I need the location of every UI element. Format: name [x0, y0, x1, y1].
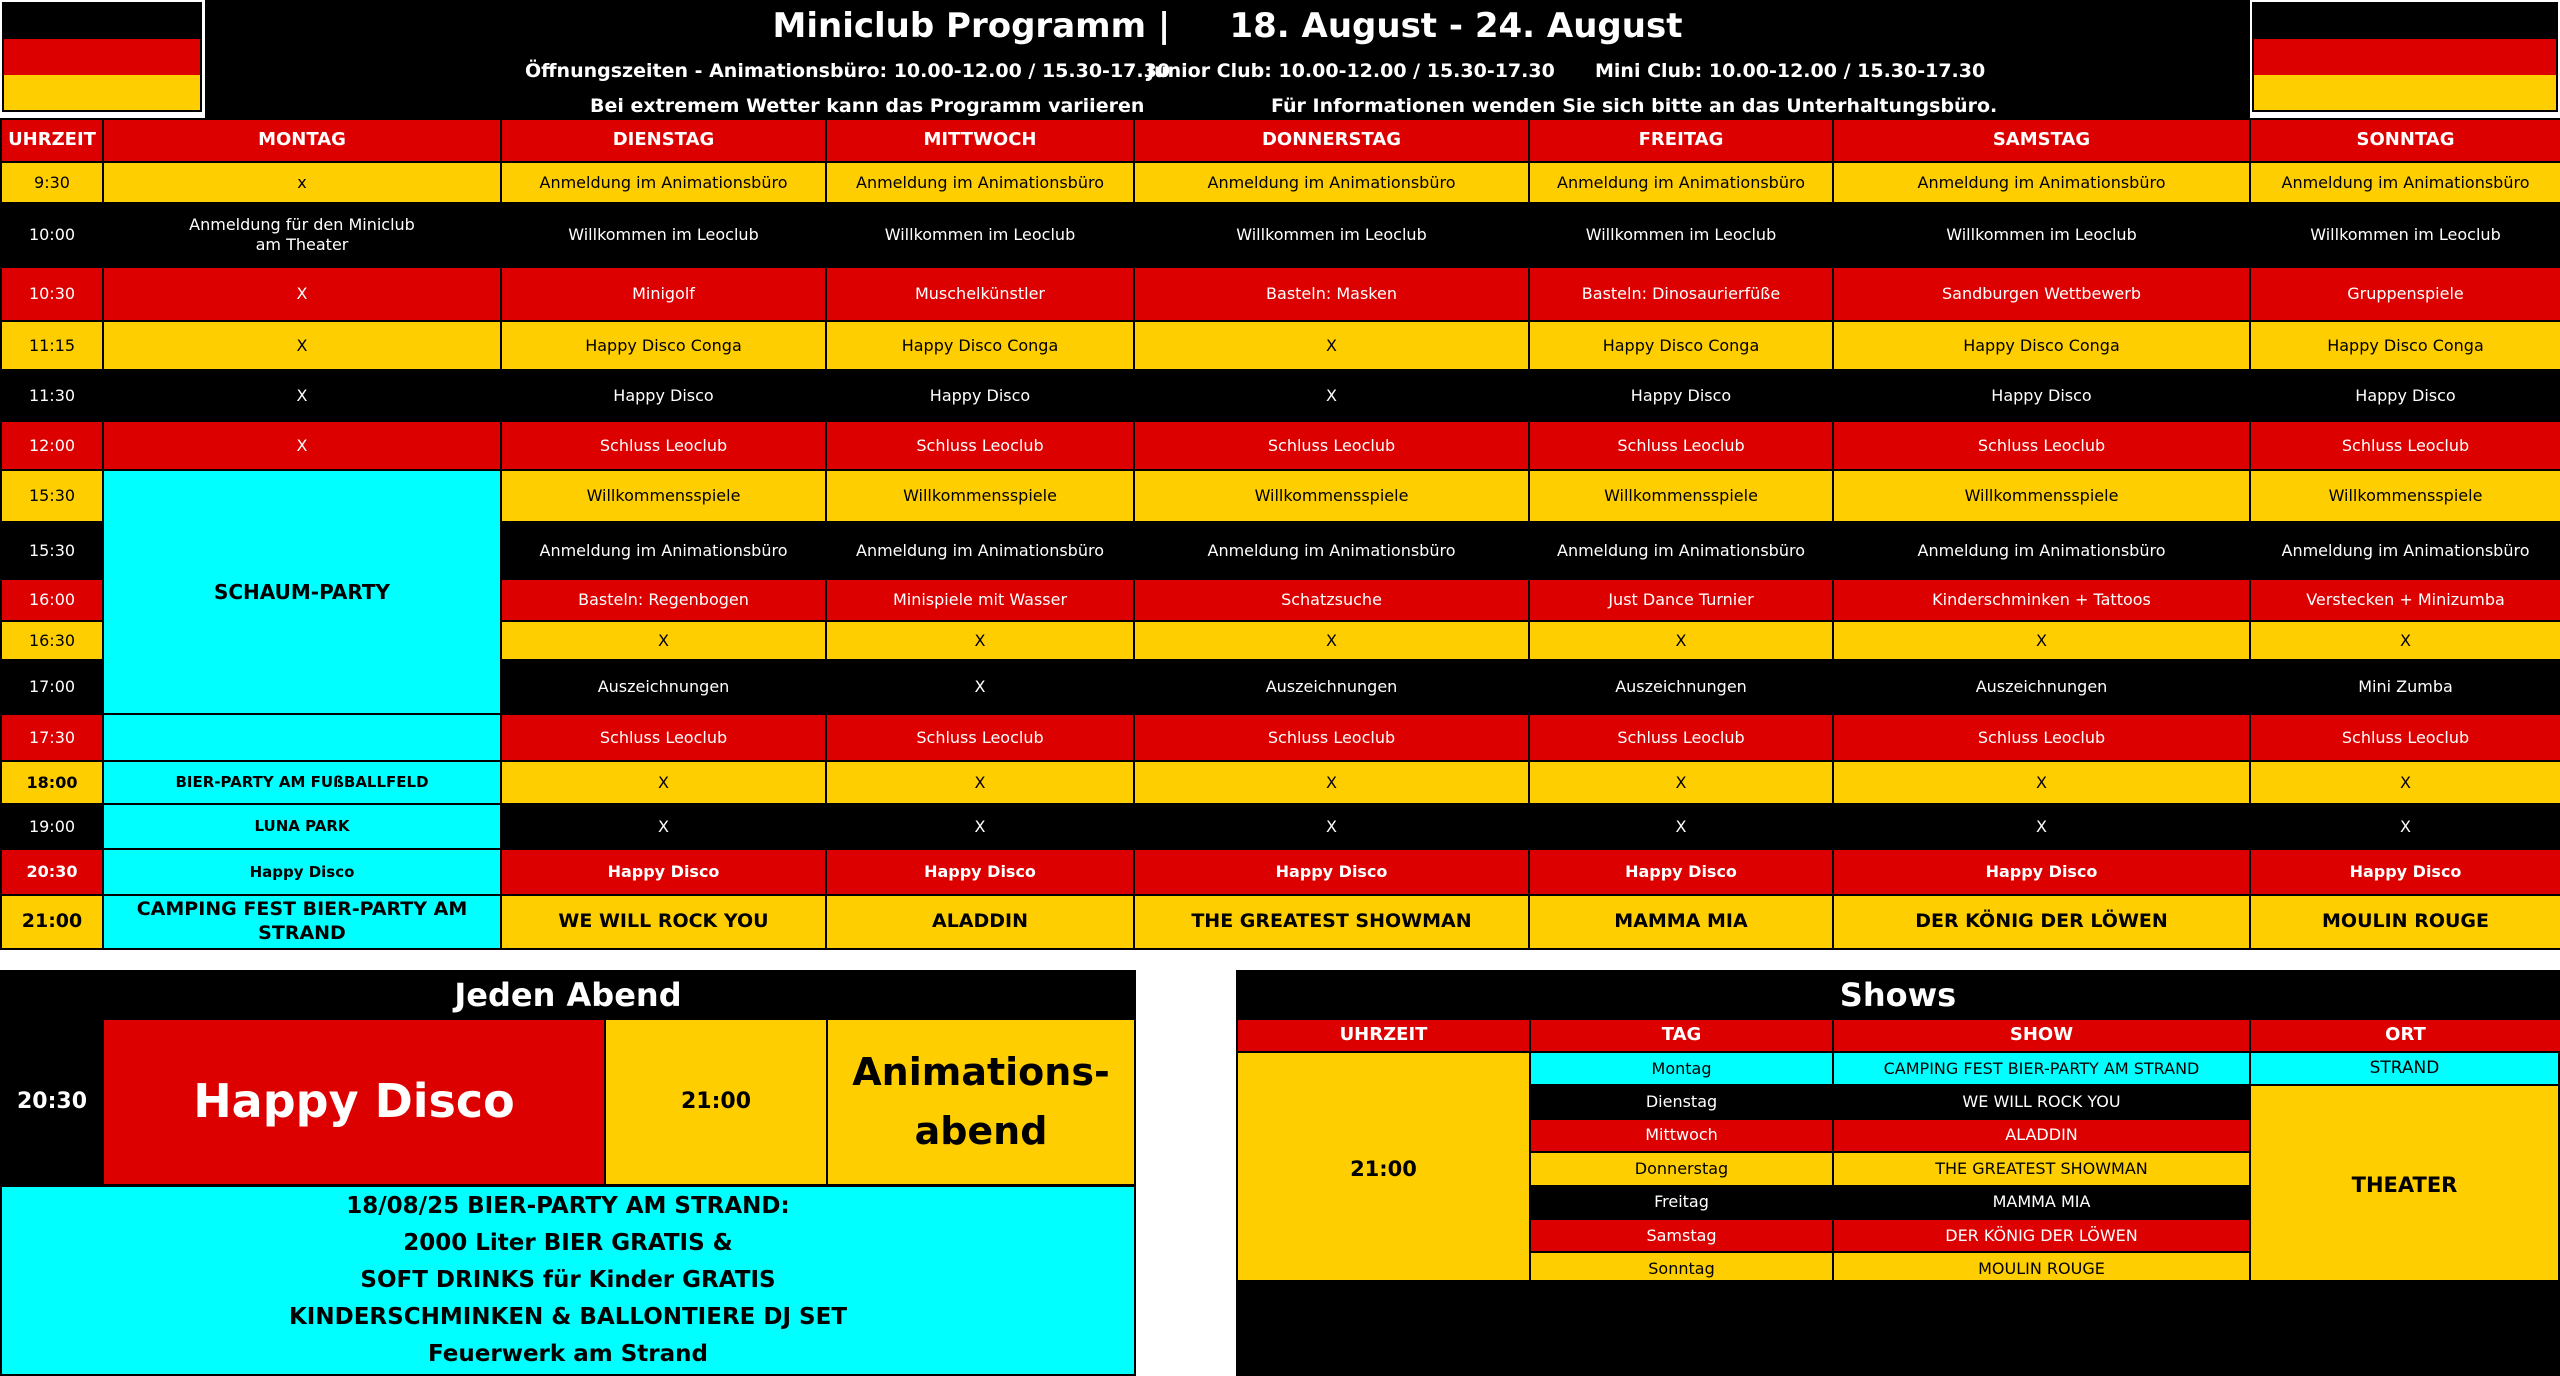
schedule-cell: Basteln: Dinosaurierfüße: [1528, 266, 1834, 322]
column-header: DIENSTAG: [500, 118, 827, 163]
schedule-cell: x: [102, 161, 502, 204]
schedule-cell: X: [1133, 760, 1530, 805]
schedule-cell: X: [1832, 803, 2251, 850]
shows-title: Shows: [1236, 970, 2560, 1020]
schedule-cell: X: [500, 803, 827, 850]
shows-footer-band: [1236, 1280, 2560, 1376]
schedule-cell: Willkommensspiele: [500, 469, 827, 523]
schedule-cell: X: [2249, 803, 2560, 850]
schedule-cell: WE WILL ROCK YOU: [500, 894, 827, 950]
schedule-cell: Schluss Leoclub: [500, 420, 827, 471]
jeden-abend-time-2: 21:00: [604, 1018, 828, 1186]
event-2-line-2: abend: [914, 1109, 1048, 1153]
hours-animation: Öffnungszeiten - Animationsbüro: 10.00-12.00 / 15.30-17.30: [525, 60, 1171, 82]
schedule-cell: Happy Disco: [102, 848, 502, 896]
time-cell: 20:30: [0, 848, 104, 896]
schedule-cell: Anmeldung im Animationsbüro: [2249, 521, 2560, 580]
schedule-cell: Anmeldung im Animationsbüro: [2249, 161, 2560, 204]
schedule-cell: Willkommen im Leoclub: [825, 202, 1135, 268]
schedule-cell: Happy Disco Conga: [825, 320, 1135, 371]
shows-show-cell: THE GREATEST SHOWMAN: [1832, 1151, 2251, 1186]
german-flag-right: [2252, 2, 2558, 112]
time-cell: 11:15: [0, 320, 104, 371]
schedule-cell: MOULIN ROUGE: [2249, 894, 2560, 950]
schedule-cell: Happy Disco Conga: [500, 320, 827, 371]
shows-column-header: UHRZEIT: [1236, 1018, 1531, 1053]
schedule-cell: X: [500, 620, 827, 661]
schedule-cell: Happy Disco: [1528, 369, 1834, 422]
schedule-cell: X: [102, 420, 502, 471]
schedule-cell: Kinderschminken + Tattoos: [1832, 578, 2251, 622]
schedule-cell: Schluss Leoclub: [1832, 420, 2251, 471]
shows-show-cell: CAMPING FEST BIER-PARTY AM STRAND: [1832, 1051, 2251, 1086]
info-line: SOFT DRINKS für Kinder GRATIS: [360, 1267, 776, 1293]
schedule-cell: X: [102, 320, 502, 371]
schedule-cell: Willkommen im Leoclub: [1832, 202, 2251, 268]
time-cell: 15:30: [0, 469, 104, 523]
schedule-cell: Happy Disco Conga: [2249, 320, 2560, 371]
schedule-cell: Schluss Leoclub: [1528, 713, 1834, 762]
time-cell: 15:30: [0, 521, 104, 580]
schedule-cell: X: [102, 266, 502, 322]
schedule-cell: Anmeldung für den Miniclub am Theater: [102, 202, 502, 268]
column-header: SONNTAG: [2249, 118, 2560, 163]
schedule-cell: Schluss Leoclub: [500, 713, 827, 762]
shows-column-header: ORT: [2249, 1018, 2560, 1053]
schedule-cell: Muschelkünstler: [825, 266, 1135, 322]
ort-theater-cell: THEATER: [2249, 1084, 2560, 1286]
schedule-cell: Happy Disco: [825, 369, 1135, 422]
schedule-cell: Willkommensspiele: [825, 469, 1135, 523]
schedule-cell: X: [825, 620, 1135, 661]
event-2-line-1: Animations-: [852, 1050, 1110, 1095]
shows-show-cell: WE WILL ROCK YOU: [1832, 1084, 2251, 1119]
column-header: FREITAG: [1528, 118, 1834, 163]
shows-time-cell: 21:00: [1236, 1051, 1531, 1287]
schedule-cell: Anmeldung im Animationsbüro: [1528, 521, 1834, 580]
schaum-party-cell: SCHAUM-PARTY: [102, 469, 502, 715]
schedule-cell: BIER-PARTY AM FUßBALLFELD: [102, 760, 502, 805]
schedule-cell: Schluss Leoclub: [1133, 420, 1530, 471]
schedule-cell: Schluss Leoclub: [825, 713, 1135, 762]
schedule-cell: Schluss Leoclub: [1133, 713, 1530, 762]
schedule-cell: X: [1528, 803, 1834, 850]
page-title: Miniclub Programm | 18. August - 24. August: [772, 6, 1683, 46]
schedule-cell: Happy Disco: [1528, 848, 1834, 896]
schedule-cell: X: [1832, 760, 2251, 805]
schedule-cell: Schatzsuche: [1133, 578, 1530, 622]
schedule-cell: Willkommen im Leoclub: [2249, 202, 2560, 268]
time-cell: 16:00: [0, 578, 104, 622]
shows-show-cell: MAMMA MIA: [1832, 1185, 2251, 1220]
schedule-cell: X: [1133, 803, 1530, 850]
time-cell: 19:00: [0, 803, 104, 850]
time-cell: 21:00: [0, 894, 104, 950]
schedule-cell: CAMPING FEST BIER-PARTY AM STRAND: [102, 894, 502, 950]
column-header: MITTWOCH: [825, 118, 1135, 163]
schedule-cell: Willkommen im Leoclub: [1528, 202, 1834, 268]
schedule-cell: Willkommensspiele: [1832, 469, 2251, 523]
schedule-cell: X: [102, 369, 502, 422]
shows-show-cell: MOULIN ROUGE: [1832, 1251, 2251, 1286]
schedule-cell: DER KÖNIG DER LÖWEN: [1832, 894, 2251, 950]
shows-day-cell: Sonntag: [1529, 1251, 1834, 1286]
schedule-cell: Happy Disco: [1832, 369, 2251, 422]
schedule-cell: Willkommensspiele: [1133, 469, 1530, 523]
time-cell: 16:30: [0, 620, 104, 661]
schedule-cell: LUNA PARK: [102, 803, 502, 850]
schedule-cell: Schluss Leoclub: [2249, 713, 2560, 762]
time-cell: 12:00: [0, 420, 104, 471]
german-flag-left: [2, 2, 202, 112]
schedule-cell: Willkommen im Leoclub: [1133, 202, 1530, 268]
schedule-cell: THE GREATEST SHOWMAN: [1133, 894, 1530, 950]
weather-note: Bei extremem Wetter kann das Programm variieren: [590, 95, 1145, 117]
schedule-cell: Verstecken + Minizumba: [2249, 578, 2560, 622]
schedule-cell: Willkommensspiele: [2249, 469, 2560, 523]
time-cell: 17:00: [0, 659, 104, 715]
schedule-cell: Anmeldung im Animationsbüro: [1832, 521, 2251, 580]
schedule-cell: Gruppenspiele: [2249, 266, 2560, 322]
info-line: KINDERSCHMINKEN & BALLONTIERE DJ SET: [288, 1304, 848, 1330]
schedule-cell: Auszeichnungen: [500, 659, 827, 715]
schedule-cell: X: [1832, 620, 2251, 661]
column-header: SAMSTAG: [1832, 118, 2251, 163]
schedule-cell: Anmeldung im Animationsbüro: [500, 161, 827, 204]
schedule-cell: Anmeldung im Animationsbüro: [1528, 161, 1834, 204]
schedule-cell: X: [1528, 760, 1834, 805]
shows-column-header: SHOW: [1832, 1018, 2251, 1053]
shows-show-cell: ALADDIN: [1832, 1118, 2251, 1153]
info-line: 18/08/25 BIER-PARTY AM STRAND:: [346, 1193, 790, 1219]
schedule-cell: Happy Disco: [2249, 369, 2560, 422]
schedule-cell: Happy Disco Conga: [1528, 320, 1834, 371]
shows-day-cell: Montag: [1529, 1051, 1834, 1086]
ort-strand-cell: STRAND: [2249, 1051, 2560, 1086]
schedule-cell: Anmeldung im Animationsbüro: [1133, 521, 1530, 580]
schedule-cell: Minigolf: [500, 266, 827, 322]
schedule-cell: Auszeichnungen: [1528, 659, 1834, 715]
schedule-cell: Happy Disco: [1832, 848, 2251, 896]
schedule-cell: Schluss Leoclub: [1528, 420, 1834, 471]
shows-show-cell: DER KÖNIG DER LÖWEN: [1832, 1218, 2251, 1253]
shows-column-header: TAG: [1529, 1018, 1834, 1053]
schedule-cell: Basteln: Masken: [1133, 266, 1530, 322]
column-header: MONTAG: [102, 118, 502, 163]
shows-day-cell: Mittwoch: [1529, 1118, 1834, 1153]
shows-day-cell: Donnerstag: [1529, 1151, 1834, 1186]
schedule-cell: Anmeldung im Animationsbüro: [500, 521, 827, 580]
schedule-cell: Just Dance Turnier: [1528, 578, 1834, 622]
schedule-cell: X: [2249, 620, 2560, 661]
hours-mini: Mini Club: 10.00-12.00 / 15.30-17.30: [1595, 60, 1986, 82]
schedule-cell: Willkommen im Leoclub: [500, 202, 827, 268]
jeden-abend-title: Jeden Abend: [0, 970, 1136, 1020]
schedule-cell: Sandburgen Wettbewerb: [1832, 266, 2251, 322]
time-cell: 9:30: [0, 161, 104, 204]
column-header: DONNERSTAG: [1133, 118, 1530, 163]
time-cell: 10:00: [0, 202, 104, 268]
info-line: 2000 Liter BIER GRATIS &: [403, 1230, 733, 1256]
jeden-abend-event-1: Happy Disco: [102, 1018, 606, 1186]
schedule-cell: Basteln: Regenbogen: [500, 578, 827, 622]
schedule-cell: ALADDIN: [825, 894, 1135, 950]
schedule-cell: Happy Disco: [1133, 848, 1530, 896]
schedule-cell: Happy Disco: [500, 369, 827, 422]
schedule-cell: Happy Disco: [2249, 848, 2560, 896]
schedule-cell: Auszeichnungen: [1832, 659, 2251, 715]
hours-junior: Junior Club: 10.00-12.00 / 15.30-17.30: [1147, 60, 1555, 82]
column-header: UHRZEIT: [0, 118, 104, 163]
schedule-cell: Happy Disco Conga: [1832, 320, 2251, 371]
schedule-cell: X: [1528, 620, 1834, 661]
time-cell: 11:30: [0, 369, 104, 422]
jeden-abend-time-1: 20:30: [0, 1018, 104, 1186]
schedule-cell: Schluss Leoclub: [1832, 713, 2251, 762]
schedule-cell: Schluss Leoclub: [2249, 420, 2560, 471]
schedule-cell: Willkommensspiele: [1528, 469, 1834, 523]
schedule-cell: X: [825, 760, 1135, 805]
shows-day-cell: Freitag: [1529, 1185, 1834, 1220]
monday-cyan-empty: [102, 713, 502, 762]
schedule-cell: Anmeldung im Animationsbüro: [1133, 161, 1530, 204]
schedule-cell: Happy Disco: [825, 848, 1135, 896]
schedule-cell: Anmeldung im Animationsbüro: [825, 161, 1135, 204]
header: [205, 0, 2250, 118]
schedule-cell: X: [1133, 620, 1530, 661]
info-note: Für Informationen wenden Sie sich bitte an das Unterhaltungsbüro.: [1271, 95, 1998, 117]
schedule-cell: X: [1133, 369, 1530, 422]
schedule-cell: Schluss Leoclub: [825, 420, 1135, 471]
schedule-cell: X: [825, 659, 1135, 715]
schedule-cell: Auszeichnungen: [1133, 659, 1530, 715]
shows-day-cell: Dienstag: [1529, 1084, 1834, 1119]
time-cell: 18:00: [0, 760, 104, 805]
schedule-cell: Happy Disco: [500, 848, 827, 896]
schedule-cell: MAMMA MIA: [1528, 894, 1834, 950]
schedule-cell: Minispiele mit Wasser: [825, 578, 1135, 622]
beer-party-info: [0, 1185, 1136, 1376]
time-cell: 10:30: [0, 266, 104, 322]
jeden-abend-event-2: [826, 1018, 1136, 1186]
time-cell: 17:30: [0, 713, 104, 762]
schedule-cell: Anmeldung im Animationsbüro: [1832, 161, 2251, 204]
info-line: Feuerwerk am Strand: [428, 1341, 708, 1367]
schedule-cell: X: [1133, 320, 1530, 371]
shows-day-cell: Samstag: [1529, 1218, 1834, 1253]
schedule-cell: X: [2249, 760, 2560, 805]
schedule-cell: X: [500, 760, 827, 805]
schedule-cell: Anmeldung im Animationsbüro: [825, 521, 1135, 580]
schedule-cell: Mini Zumba: [2249, 659, 2560, 715]
schedule-cell: X: [825, 803, 1135, 850]
